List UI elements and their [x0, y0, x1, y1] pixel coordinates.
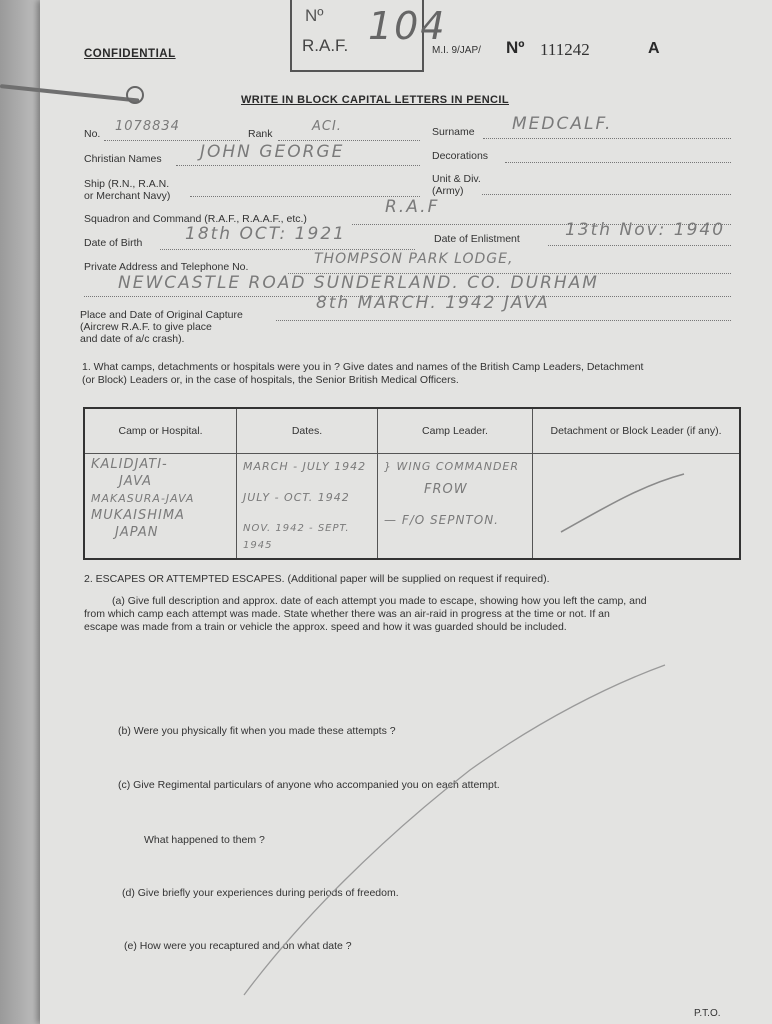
- pencil-diagonal-stroke: [240, 660, 670, 1000]
- christian-names-value: JOHN GEORGE: [200, 142, 345, 162]
- q2c-followup-text: What happened to them ?: [144, 834, 265, 846]
- leader-entry: FROW: [424, 482, 468, 497]
- col-dates-header: Dates.: [237, 408, 378, 454]
- q1-text: 1. What camps, detachments or hospitals were you in ? Give dates and names of the British Camp Leaders, Detachment (or Block) Leaders or, in the case of hospitals, the Senior British Medical Officers.: [82, 361, 644, 386]
- camp-entry: JAVA: [119, 474, 152, 489]
- form-number: 111242: [540, 40, 590, 59]
- dob-value: 18th OCT: 1921: [185, 224, 346, 244]
- number-symbol: Nº: [506, 38, 525, 57]
- camps-cell: [84, 454, 237, 560]
- date-entry: JULY - OCT. 1942: [243, 491, 350, 504]
- unit-label: Unit & Div. (Army): [432, 173, 481, 197]
- address-label: Private Address and Telephone No.: [84, 261, 249, 273]
- address-value-2: NEWCASTLE ROAD SUNDERLAND. CO. DURHAM: [118, 273, 599, 293]
- form-code: M.I. 9/JAP/: [432, 45, 481, 56]
- enlistment-value: 13th Nov: 1940: [565, 220, 726, 240]
- form-suffix: A: [648, 40, 660, 57]
- capture-label: Place and Date of Original Capture (Aircrew R.A.F. to give place and date of a/c crash).: [80, 309, 243, 345]
- stamp-handwritten-number: 104: [368, 4, 447, 48]
- q2-title: 2. ESCAPES OR ATTEMPTED ESCAPES. (Additional paper will be supplied on request if required).: [84, 573, 550, 585]
- camp-entry: MAKASURA-JAVA: [91, 492, 195, 505]
- col-camp-header: Camp or Hospital.: [84, 408, 237, 454]
- no-value: 1078834: [115, 119, 180, 134]
- q2c-text: (c) Give Regimental particulars of anyone who accompanied you on each attempt.: [118, 779, 500, 791]
- surname-label: Surname: [432, 126, 475, 138]
- leader-entry: — F/O SEPNTON.: [384, 513, 499, 527]
- leader-cell: [378, 454, 533, 560]
- pto-label: P.T.O.: [694, 1008, 721, 1019]
- christian-names-label: Christian Names: [84, 153, 162, 165]
- detachment-cell: [533, 454, 741, 560]
- rank-label: Rank: [248, 128, 273, 140]
- pencil-dash-mark: [539, 456, 709, 556]
- camps-table: [83, 407, 741, 560]
- leader-entry: } WING COMMANDER: [384, 460, 520, 473]
- instruction-heading: WRITE IN BLOCK CAPITAL LETTERS IN PENCIL: [241, 94, 509, 106]
- squadron-value: R.A.F: [385, 197, 440, 217]
- date-entry: NOV. 1942 - SEPT. 1945: [243, 523, 350, 551]
- ship-label: Ship (R.N., R.A.N. or Merchant Navy): [84, 178, 171, 202]
- punch-hole: [126, 86, 144, 104]
- squadron-label: Squadron and Command (R.A.F., R.A.A.F., etc.): [84, 213, 307, 225]
- dob-label: Date of Birth: [84, 237, 143, 249]
- q2d-text: (d) Give briefly your experiences during periods of freedom.: [122, 887, 399, 899]
- date-entry: MARCH - JULY 1942: [243, 460, 367, 473]
- decorations-label: Decorations: [432, 150, 489, 162]
- camp-entry: KALIDJATI-: [91, 457, 168, 472]
- camp-entry: MUKAISHIMA: [91, 508, 185, 523]
- col-detachment-header: Detachment or Block Leader (if any).: [533, 408, 741, 454]
- surname-value: MEDCALF.: [512, 114, 613, 134]
- enlistment-label: Date of Enlistment: [434, 233, 520, 245]
- q2e-text: (e) How were you recaptured and on what date ?: [124, 940, 352, 952]
- q2a-text: (a) Give full description and approx. date of each attempt you made to escape, showing how you left the camp, and from which camp each attempt was made. State whether there was an air-raid in progress at the time or not. If an escape was made from a train or vehicle the approx. speed and how it was guarded should be included.: [84, 595, 647, 633]
- camp-entry: JAPAN: [115, 525, 159, 540]
- address-value-1: THOMPSON PARK LODGE,: [314, 251, 514, 267]
- no-label: No.: [84, 128, 101, 140]
- rank-value: ACI.: [312, 119, 342, 134]
- stamp-no: Nº: [305, 6, 324, 25]
- stamp-raf: R.A.F.: [302, 36, 349, 55]
- capture-value: 8th MARCH. 1942 JAVA: [316, 293, 550, 313]
- col-leader-header: Camp Leader.: [378, 408, 533, 454]
- dates-cell: [237, 454, 378, 560]
- q2b-text: (b) Were you physically fit when you made these attempts ?: [118, 725, 396, 737]
- confidential-label: CONFIDENTIAL: [84, 48, 176, 60]
